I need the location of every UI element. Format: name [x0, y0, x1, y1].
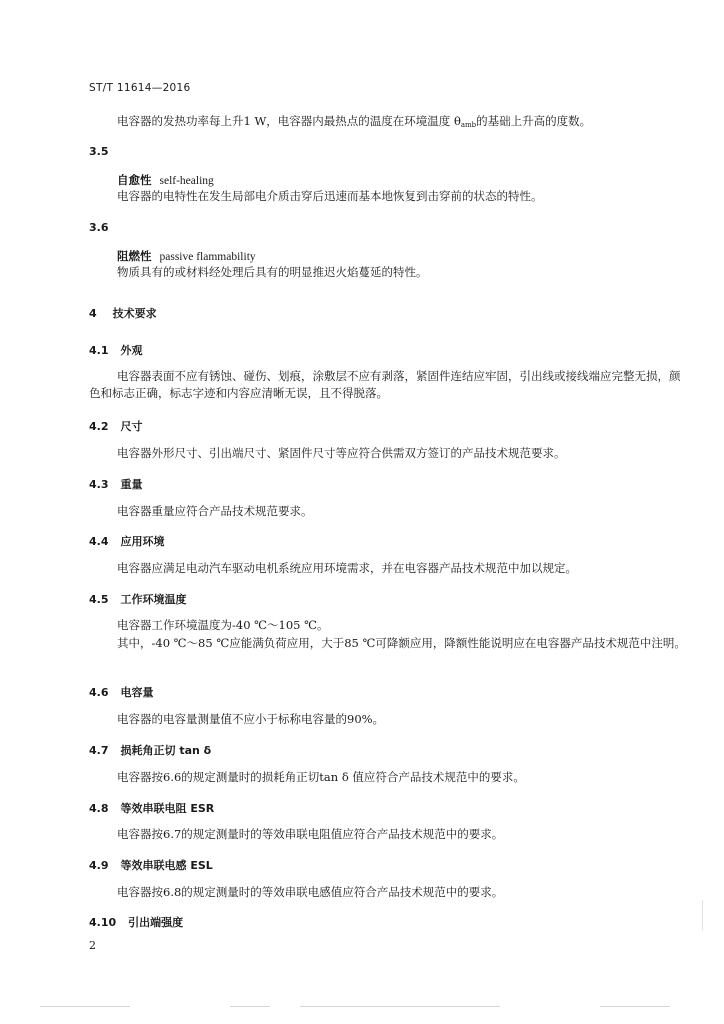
- term-zh: 自愈性: [117, 173, 152, 187]
- page-number: 2: [89, 939, 96, 952]
- clause-number: 4.9: [89, 859, 109, 872]
- clause-4-4-heading: [89, 533, 165, 549]
- clause-title: 应用环境: [120, 535, 165, 548]
- clause-4-10-heading: [89, 914, 183, 930]
- clause-title: 引出端强度: [128, 916, 184, 929]
- clause-number: 4.5: [89, 593, 109, 606]
- term-passive-flammability: [117, 248, 256, 264]
- clause-number: 4.8: [89, 802, 109, 815]
- clause-3-6-number: 3.6: [89, 221, 109, 234]
- clause-title: 等效串联电感 ESL: [120, 859, 213, 872]
- clause-title: 等效串联电阻 ESR: [120, 802, 215, 815]
- definition-3-6: 物质具有的或材料经处理后具有的明显推迟火焰蔓延的特性。: [117, 265, 428, 279]
- clause-4-1-text: 电容器表面不应有锈蚀、碰伤、划痕，涂敷层不应有剥落，紧固件连结应牢固，引出线或接线端应完整无损，颜色和标志正确，标志字迹和内容应清晰无误，且不得脱落。: [89, 369, 681, 400]
- scan-edge-mark: [702, 900, 703, 930]
- clause-4-9-text: 电容器按6.8的规定测量时的等效串联电感值应符合产品技术规范中的要求。: [117, 885, 504, 899]
- clause-number: 4.6: [89, 686, 109, 699]
- definition-3-5: 电容器的电特性在发生局部电介质击穿后迅速而基本地恢复到击穿前的状态的特性。: [117, 189, 543, 203]
- clause-title: 电容量: [120, 686, 154, 699]
- clause-4-1-heading: [89, 342, 143, 358]
- intro-paragraph: [117, 113, 692, 134]
- term-self-healing: [117, 172, 214, 188]
- clause-3-5-number: 3.5: [89, 145, 109, 158]
- clause-4-2-text: 电容器外形尺寸、引出端尺寸、紧固件尺寸等应符合供需双方签订的产品技术规范要求。: [117, 446, 566, 460]
- clause-4-4-text: 电容器应满足电动汽车驱动电机系统应用环境需求，并在电容器产品技术规范中加以规定。: [117, 561, 577, 575]
- term-zh: 阻燃性: [117, 249, 152, 263]
- clause-4-8-text: 电容器按6.7的规定测量时的等效串联电阻值应符合产品技术规范中的要求。: [117, 827, 504, 841]
- scan-artifact-line: [600, 1006, 670, 1007]
- intro-subscript: amb: [460, 121, 477, 129]
- intro-text-end: 的基础上升高的度数。: [476, 114, 592, 128]
- clause-title: 工作环境温度: [120, 593, 187, 606]
- intro-text: 电容器的发热功率每上升1 W，电容器内最热点的温度在环境温度 θ: [117, 114, 461, 128]
- clause-number: 4.3: [89, 478, 109, 491]
- clause-number: 4.7: [89, 744, 109, 757]
- clause-number: 4.4: [89, 535, 109, 548]
- clause-4-6-heading: [89, 684, 154, 700]
- clause-4-2-heading: [89, 418, 143, 434]
- clause-title: 重量: [120, 478, 143, 491]
- term-en: passive flammability: [159, 251, 256, 263]
- clause-title: 尺寸: [120, 420, 143, 433]
- clause-4-5-text-1: 电容器工作环境温度为-40 ℃～105 ℃。: [117, 618, 329, 632]
- standard-header: ST/T 11614—2016: [89, 82, 191, 94]
- section-title: 技术要求: [112, 307, 157, 320]
- clause-title: 外观: [120, 344, 143, 357]
- scan-artifact-line: [40, 1006, 130, 1007]
- clause-4-8-heading: [89, 800, 214, 816]
- clause-4-7-heading: [89, 742, 211, 758]
- section-4-heading: [89, 305, 157, 321]
- clause-4-6-text: 电容器的电容量测量值不应小于标称电容量的90%。: [117, 712, 385, 726]
- clause-number: 4.10: [89, 916, 117, 929]
- term-en: self-healing: [159, 175, 214, 187]
- clause-number: 4.2: [89, 420, 109, 433]
- clause-4-3-text: 电容器重量应符合产品技术规范要求。: [117, 504, 313, 518]
- scan-artifact-line: [230, 1006, 270, 1007]
- clause-title: 损耗角正切 tan δ: [120, 744, 212, 757]
- clause-number: 4.1: [89, 344, 109, 357]
- clause-4-7-text: 电容器按6.6的规定测量时的损耗角正切tan δ 值应符合产品技术规范中的要求。: [117, 770, 525, 784]
- clause-4-5-heading: [89, 591, 187, 607]
- section-number: 4: [89, 307, 97, 320]
- clause-4-5-text-2: 其中，-40 ℃～85 ℃应能满负荷应用，大于85 ℃可降额应用，降额性能说明应在电容器产品技术规范中注明。: [117, 636, 686, 650]
- scan-artifact-line: [300, 1006, 500, 1007]
- clause-4-9-heading: [89, 857, 213, 873]
- clause-4-3-heading: [89, 476, 143, 492]
